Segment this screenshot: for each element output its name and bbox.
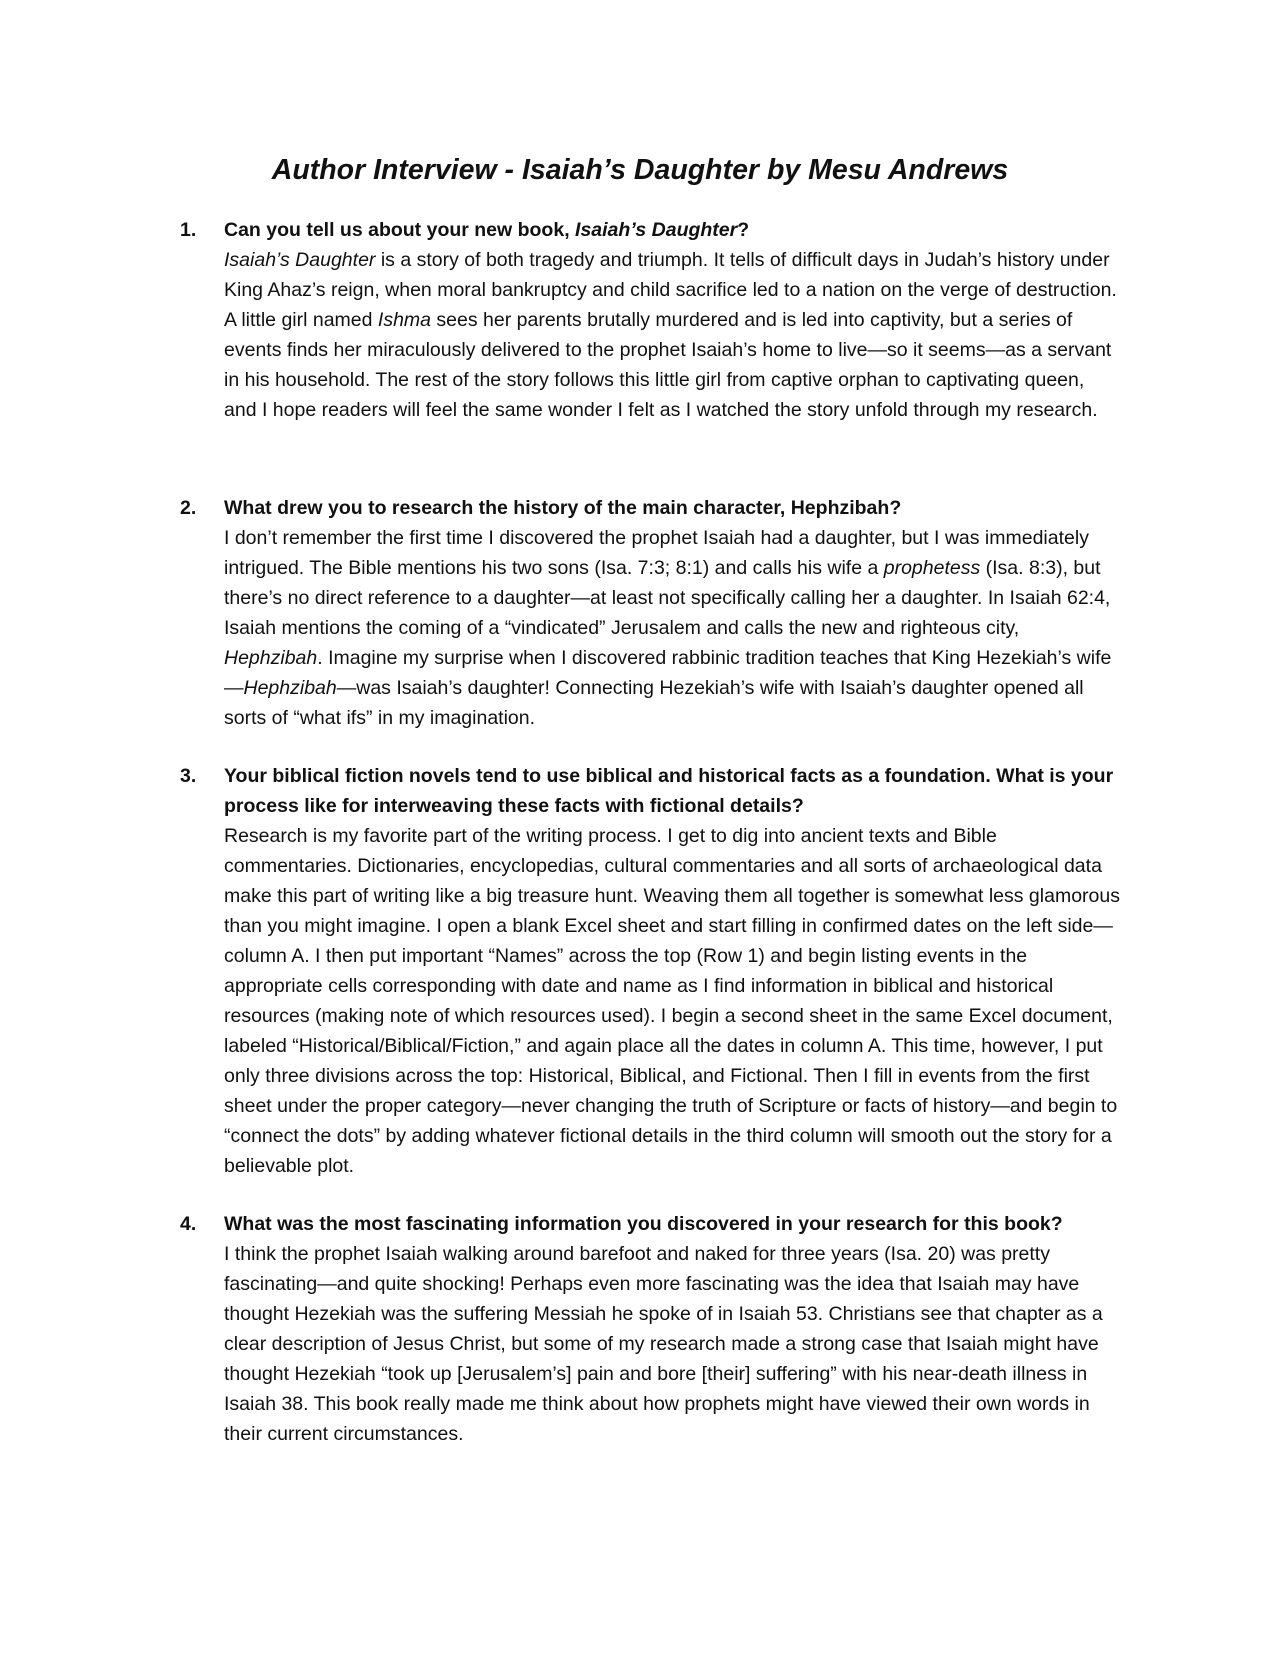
qa-body xyxy=(224,493,1120,733)
name-italic: Hephzibah xyxy=(224,647,318,669)
qa-item-3 xyxy=(180,761,1120,1181)
item-number: 2. xyxy=(180,497,197,519)
item-number: 3. xyxy=(180,765,197,787)
answer xyxy=(224,523,1120,733)
answer-text: . Imagine my surprise when I discovered rabbinic tradition teaches that King Hezekiah’s wife— xyxy=(224,647,1112,699)
question xyxy=(224,215,1120,245)
book-title-italic: Isaiah’s Daughter xyxy=(224,249,376,271)
item-number: 4. xyxy=(180,1213,197,1235)
question: Your biblical fiction novels tend to use biblical and historical facts as a foundation. What is your process like for interweaving these facts with fictional details? xyxy=(224,765,1114,817)
answer-text: is a story of both tragedy and triumph. It tells of difficult days in Judah’s history under King Ahaz’s reign, when moral bankruptcy and child sacrifice led to a nation on the verge of destruction. A little girl named xyxy=(224,249,1117,331)
term-italic: prophetess xyxy=(883,557,981,579)
name-italic: Hephzibah xyxy=(243,677,337,699)
question-text: ? xyxy=(737,219,750,241)
answer-text: sees her parents brutally murdered and is led into captivity, but a series of events finds her miraculously delivered to the prophet Isaiah’s home to live—so it seems—as a servant in his household. The rest of the story follows this little girl from captive orphan to captivating queen, and I hope readers will feel the same wonder I felt as I watched the story unfold through my research. xyxy=(224,309,1112,421)
qa-item-2 xyxy=(180,493,1120,733)
answer-text: —was Isaiah’s daughter! Connecting Hezekiah’s wife with Isaiah’s daughter opened all sorts of “what ifs” in my imagination. xyxy=(224,677,1084,729)
qa-item-1 xyxy=(180,215,1120,425)
qa-body xyxy=(224,761,1120,1181)
page-title: Author Interview - Isaiah’s Daughter by Mesu Andrews xyxy=(271,154,1009,186)
answer: I think the prophet Isaiah walking around barefoot and naked for three years (Isa. 20) was pretty fascinating—and quite shocking! Perhaps even more fascinating was the idea that Isaiah may have thought Hezekiah was the suffering Messiah he spoke of in Isaiah 53. Christians see that chapter as a clear description of Jesus Christ, but some of my research made a strong case that Isaiah might have thought Hezekiah “took up [Jerusalem’s] pain and bore [their] suffering” with his near-death illness in Isaiah 38. This book really made me think about how prophets might have viewed their own words in their current circumstances. xyxy=(224,1243,1103,1445)
item-number: 1. xyxy=(180,219,197,241)
answer: Research is my favorite part of the writing process. I get to dig into ancient texts and Bible commentaries. Dictionaries, encyclopedias, cultural commentaries and all sorts of archaeological data make this part of writing like a big treasure hunt. Weaving them all together is somewhat less glamorous than you might imagine. I open a blank Excel sheet and start filling in confirmed dates on the left side—column A. I then put important “Names” across the top (Row 1) and begin listing events in the appropriate cells corresponding with date and name as I find information in biblical and historical resources (making note of which resources used). I begin a second sheet in the same Excel document, labeled “Historical/Biblical/Fiction,” and again place all the dates in column A. This time, however, I put only three divisions across the top: Historical, Biblical, and Fictional. Then I fill in events from the first sheet under the proper category—never changing the truth of Scripture or facts of history—and begin to “connect the dots” by adding whatever fictional details in the third column will smooth out the story for a believable plot. xyxy=(224,825,1120,1177)
question: What drew you to research the history of the main character, Hephzibah? xyxy=(224,497,902,519)
qa-body xyxy=(224,1209,1120,1449)
question-text: Can you tell us about your new book, xyxy=(224,219,576,241)
answer-text: I don’t remember the first time I discovered the prophet Isaiah had a daughter, but I was immediately intrigued. The Bible mentions his two sons (Isa. 7:3; 8:1) and calls his wife a xyxy=(224,527,1089,579)
question: What was the most fascinating information you discovered in your research for this book? xyxy=(224,1213,1063,1235)
qa-body xyxy=(224,215,1120,425)
answer-text: (Isa. 8:3), but there’s no direct reference to a daughter—at least not specifically calling her a daughter. In Isaiah 62:4, Isaiah mentions the coming of a “vindicated” Jerusalem and calls the new and righteous city, xyxy=(224,557,1111,639)
qa-item-4 xyxy=(180,1209,1120,1449)
name-italic: Ishma xyxy=(377,309,432,331)
answer xyxy=(224,245,1120,425)
book-title-italic: Isaiah’s Daughter xyxy=(575,219,738,241)
